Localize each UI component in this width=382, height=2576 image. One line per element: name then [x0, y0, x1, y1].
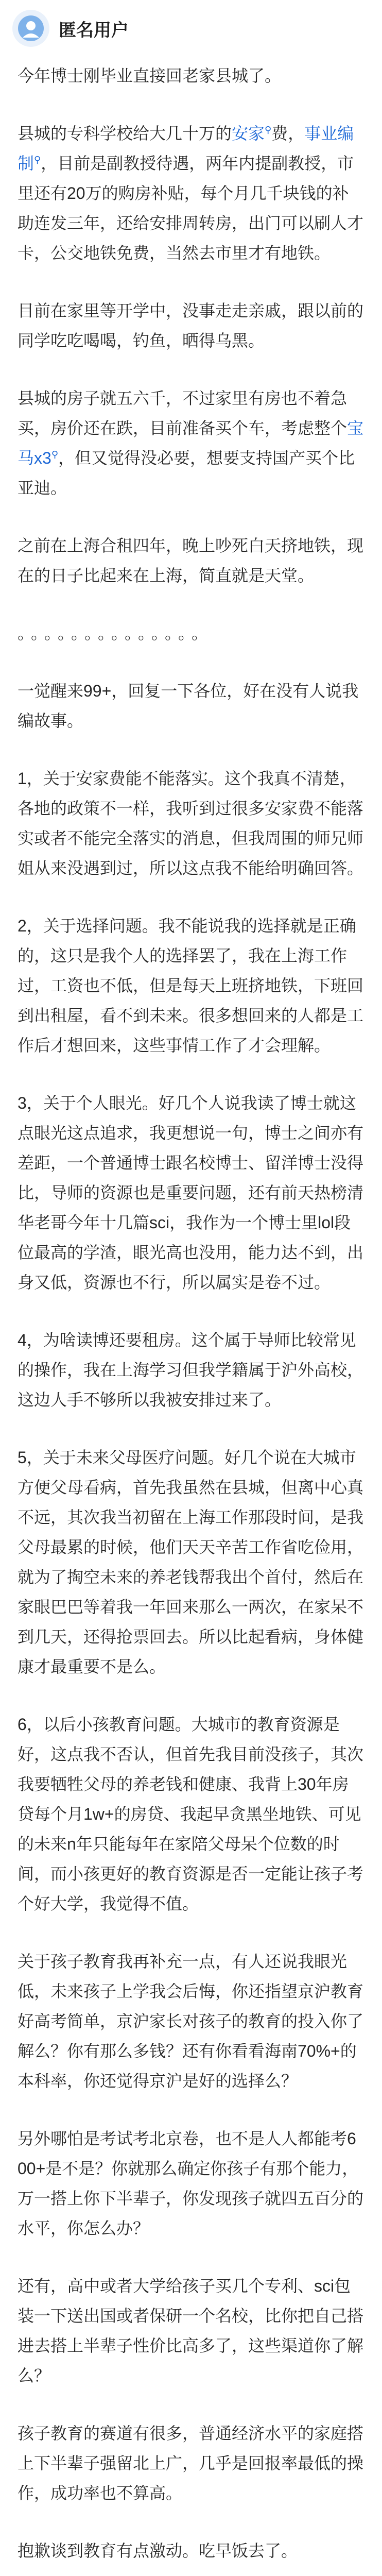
anonymous-avatar-icon[interactable] [12, 10, 49, 47]
paragraph-text: 孩子教育的赛道有很多，普通经济水平的家庭搭上下半辈子强留北上广，几乎是回报率最低的操作，成功率也不算高。 [18, 2424, 364, 2502]
paragraph-text: ，目前是副教授待遇，两年内提副教授，市里还有20万的购房补贴，每个月几千块钱的补助连发三年，还给安排周转房，出门可以刷人才卡，公交地铁免费，当然去市里才有地铁。 [18, 154, 364, 262]
paragraph-text: 2，关于选择问题。我不能说我的选择就是正确的，这只是我个人的选择罢了，我在上海工作过，工资也不低，但是每天上班挤地铁，下班回到出租屋，看不到未来。很多想回来的人都是工作后才想回来，这些事情工作了才会理解。 [18, 917, 364, 1055]
paragraph-text: 县城的专科学校给大几十万的 [18, 124, 232, 143]
paragraph-text: 5，关于未来父母医疗问题。好几个说在大城市方便父母看病，首先我虽然在县城，但离中心真不远，其次我当初留在上海工作那段时间，是我父母最累的时候，他们天天辛苦工作省吃俭用，就为了掏空未来的养老钱帮我出个首付，然后在家眼巴巴等着我一年回来那么一两次，在家呆不到几天，还得抢票回去。所以比起看病，身体健康才最重要不是么。 [18, 1448, 364, 1676]
keyword-link[interactable]: 事业编制⚲ [18, 124, 354, 173]
paragraph-text: 还有，高中或者大学给孩子买几个专利、sci包装一下送出国或者保研一个名校，比你把自己搭进去搭上半辈子性价比高多了，这些渠道你了解么？ [18, 2277, 364, 2385]
answer-paragraph [18, 2418, 364, 2508]
paragraph-text: 费， [271, 124, 305, 143]
answer-paragraph [18, 531, 364, 590]
paragraph-text: 4，为啥读博还要租房。这个属于导师比较常见的操作，我在上海学习但我学籍属于沪外高校，这边人手不够所以我被安排过来了。 [18, 1331, 364, 1409]
answer-paragraph [18, 296, 364, 355]
paragraph-text: 县城的房子就五六千，不过家里有房也不着急买，房价还在跌，目前准备买个车，考虑整个 [18, 389, 348, 437]
answer-paragraph [18, 1325, 364, 1415]
answer-paragraph [18, 118, 364, 268]
search-icon[interactable]: ⚲ [51, 449, 58, 460]
paragraph-text: 目前在家里等开学中，没事走走亲戚，跟以前的同学吃吃喝喝，钓鱼，晒得乌黑。 [18, 301, 364, 350]
paragraph-text: 另外哪怕是考试考北京卷，也不是人人都能考600+是不是？你就那么确定你孩子有那个能力，万一搭上你下半辈子，你发现孩子就四五百分的水平，你怎么办？ [18, 2129, 364, 2238]
answer-paragraph [18, 1088, 364, 1297]
paragraph-text: 1，关于安家费能不能落实。这个我真不清楚，各地的政策不一样，我听到过很多安家费不能落实或者不能完全落实的消息，但我周围的师兄师姐从来没遇到过，所以这点我不能给明确回答。 [18, 769, 364, 877]
paragraph-text: 关于孩子教育我再补充一点，有人还说我眼光低，未来孩子上学我会后悔，你还指望京沪教育好高考简单，京沪家长对孩子的教育的投入你了解么？你有那么多钱？还有你看看海南70%+的本科率，你还觉得京沪是好的选择么？ [18, 1952, 364, 2090]
answer-paragraph [18, 2124, 364, 2243]
keyword-link[interactable]: 宝马x3⚲ [18, 419, 364, 467]
username[interactable]: 匿名用户 [59, 20, 129, 40]
answer-paragraph [18, 2536, 364, 2566]
paragraph-text: 抱歉谈到教育有点激动。吃早饭去了。 [18, 2541, 298, 2560]
answer-paragraph [18, 1709, 364, 1919]
answer-paragraph [18, 383, 364, 503]
answer-paragraph [18, 2271, 364, 2391]
answer-paragraph [18, 764, 364, 883]
answer-body [0, 57, 382, 2576]
answer-paragraph [18, 676, 364, 736]
paragraph-text: ，但又觉得没必要，想要支持国产买个比亚迪。 [18, 449, 355, 497]
answer-paragraph [18, 61, 364, 91]
paragraph-text: 一觉醒来99+，回复一下各位，好在没有人说我编故事。 [18, 682, 359, 730]
post-header [0, 0, 382, 57]
answer-paragraph [18, 618, 364, 648]
paragraph-text: 3，关于个人眼光。好几个人说我读了博士就这点眼光这点追求，我更想说一句，博士之间亦有差距，一个普通博士跟名校博士、留洋博士没得比，导师的资源也是重要问题，还有前天热榜清华老哥今年十几篇sci，我作为一个博士里lol段位最高的学渣，眼光高也没用，能力达不到，出身又低，资源也不行，所以属实是卷不过。 [18, 1094, 364, 1292]
answer-paragraph [18, 1443, 364, 1682]
paragraph-text: 今年博士刚毕业直接回老家县城了。 [18, 66, 282, 85]
answer-paragraph [18, 911, 364, 1060]
search-icon[interactable]: ⚲ [265, 125, 272, 135]
paragraph-text: 之前在上海合租四年，晚上吵死白天挤地铁，现在的日子比起来在上海，简直就是天堂。 [18, 536, 364, 585]
paragraph-text: 6，以后小孩教育问题。大城市的教育资源是好，这点我不否认，但首先我目前没孩子，其次我要牺牲父母的养老钱和健康、我背上30年房贷每个月1w+的房贷、我起早贪黑坐地铁、可见的未来n年只能每年在家陪父母呆个位数的时间，而小孩更好的教育资源是否一定能让孩子考个好大学，我觉得不值。 [18, 1715, 364, 1913]
keyword-link[interactable]: 安家⚲ [232, 124, 272, 143]
answer-paragraph [18, 1946, 364, 2096]
paragraph-text: 。。。。。。。。。。。。。。 [18, 624, 214, 642]
search-icon[interactable]: ⚲ [34, 155, 41, 165]
